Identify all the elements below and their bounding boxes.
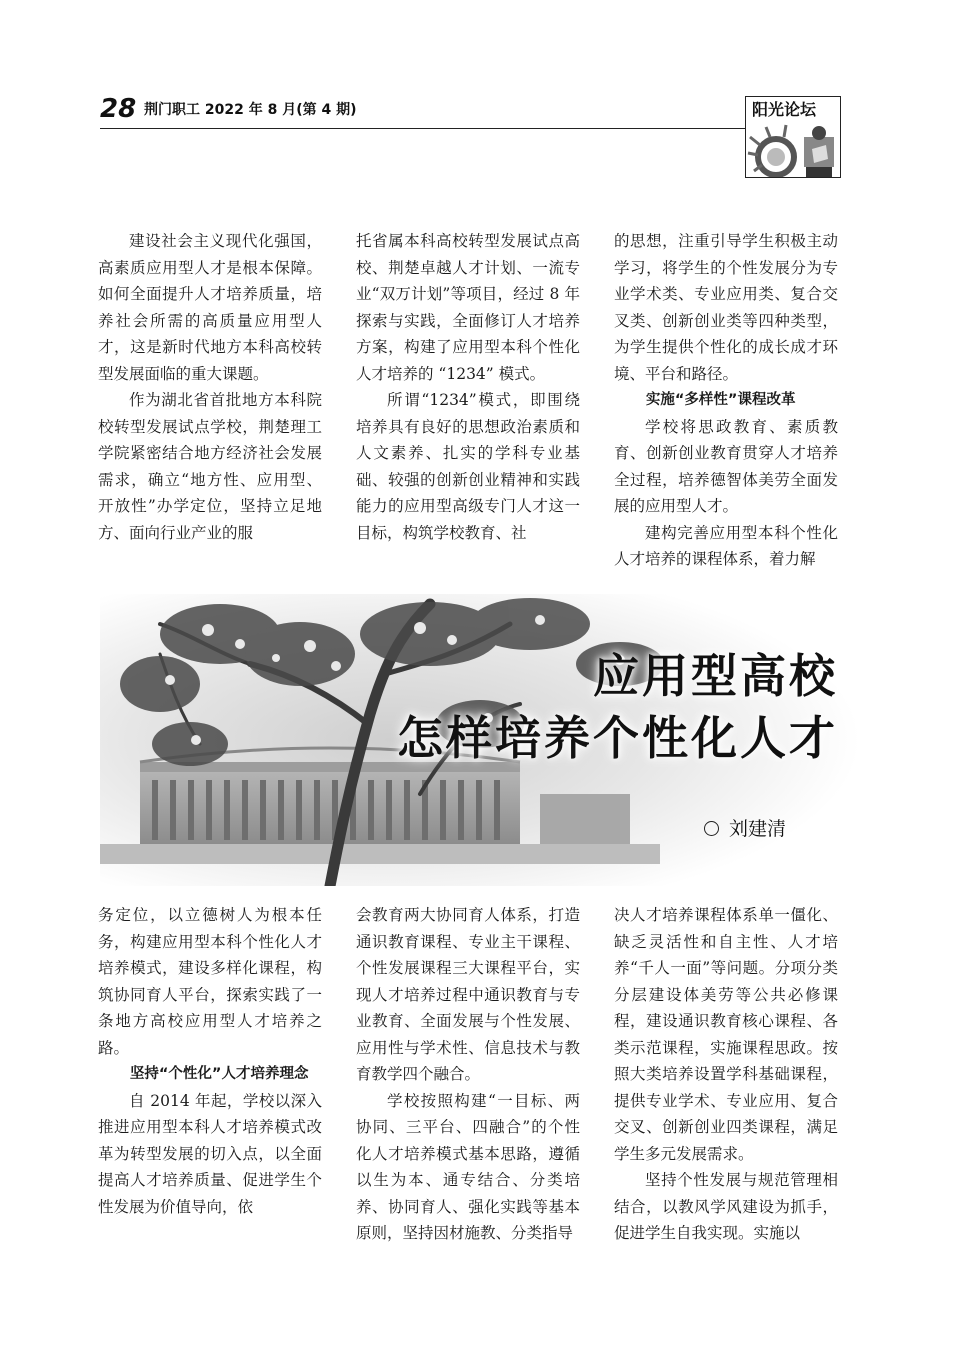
bottom-column-2 (356, 902, 580, 1272)
sun-speaker-logo-icon (746, 119, 841, 178)
author-line (704, 816, 786, 842)
paragraph: 建设社会主义现代化强国，高素质应用型人才是根本保障。如何全面提升人才培养质量，培养社会所需的高质量应用型人才，这是新时代地方本科高校转型发展面临的重大课题。 (98, 232, 322, 383)
paragraph: 学校将思政教育、素质教育、创新创业教育贯穿人才培养全过程，培养德智体美劳全面发展的应用型人才。 (614, 417, 838, 515)
paragraph: 所谓“1234”模式，即围绕培养具有良好的思想政治素质和人文素养、扎实的学科专业基础、较强的创新创业精神和实践能力的应用型高级专门人才这一目标，构筑学校教育、社 (356, 391, 580, 542)
bottom-column-3 (614, 902, 838, 1272)
header-rule (100, 128, 745, 129)
section-heading: 实施“多样性”课程改革 (645, 392, 796, 408)
column-logo (745, 96, 841, 178)
article-title-line-1: 应用型高校 (593, 649, 838, 703)
paragraph-continued: 会教育两大协同育人体系，打造通识教育课程、专业主干课程、个性发展课程三大课程平台，实现人才培养过程中通识教育与专业教育、全面发展与个性发展、应用性与学术性、信息技术与教育教学四个融合。 (356, 906, 580, 1083)
paragraph: 坚持个性发展与规范管理相结合，以教风学风建设为抓手，促进学生自我实现。实施以 (614, 1171, 838, 1242)
paragraph-continued: 的思想，注重引导学生积极主动学习，将学生的个性发展分为专业学术类、专业应用类、复合交叉类、创新创业类等四种类型，为学生提供个性化的成长成才环境、平台和路径。 (614, 232, 838, 383)
author-name: 刘建清 (729, 818, 787, 840)
magazine-info: 荆门职工 2022 年 8 月(第 4 期) (144, 102, 357, 118)
paragraph: 作为湖北省首批地方本科院校转型发展试点学校，荆楚理工学院紧密结合地方经济社会发展需求，确立“地方性、应用型、开放性”办学定位，坚持立足地方、面向行业产业的服 (98, 391, 322, 542)
article-title-line-2: 怎样培养个性化人才 (397, 711, 838, 765)
top-column-1 (98, 228, 322, 588)
paragraph-continued: 务定位，以立德树人为根本任务，构建应用型本科个性化人才培养模式，建设多样化课程，构筑协同育人平台，探索实践了一条地方高校应用型人才培养之路。 (98, 906, 322, 1057)
paragraph: 自 2014 年起，学校以深入推进应用型本科人才培养模式改革为转型发展的切入点，以全面提高人才培养质量、促进学生个性发展为价值导向，依 (98, 1091, 322, 1216)
section-heading: 坚持“个性化”人才培养理念 (129, 1066, 309, 1082)
paragraph: 建构完善应用型本科个性化人才培养的课程体系，着力解 (614, 523, 838, 568)
bottom-column-1 (98, 902, 322, 1272)
circle-icon (704, 821, 719, 836)
page-number: 28 (100, 94, 137, 124)
paragraph-continued: 决人才培养课程体系单一僵化、缺乏灵活性和自主性、人才培养“千人一面”等问题。分项分类分层建设体美劳等公共必修课程，建设通识教育核心课程、各类示范课程，实施课程思政。按照大类培养设置学科基础课程，提供专业学术、专业应用、复合交叉、创新创业四类课程，满足学生多元发展需求。 (614, 906, 838, 1163)
top-column-2 (356, 228, 580, 588)
title-banner (100, 594, 860, 886)
paragraph: 学校按照构建“一目标、两协同、三平台、四融合”的个性化人才培养模式基本思路，遵循以生为本、通专结合、分类培养、协同育人、强化实践等基本原则，坚持因材施教、分类指导 (356, 1091, 580, 1242)
paragraph-continued: 托省属本科高校转型发展试点高校、荆楚卓越人才计划、一流专业“双万计划”等项目，经过 8 年探索与实践，全面修订人才培养方案，构建了应用型本科个性化人才培养的 “1234” 模式。 (356, 232, 580, 383)
top-column-3 (614, 228, 838, 588)
column-name: 阳光论坛 (752, 100, 817, 119)
